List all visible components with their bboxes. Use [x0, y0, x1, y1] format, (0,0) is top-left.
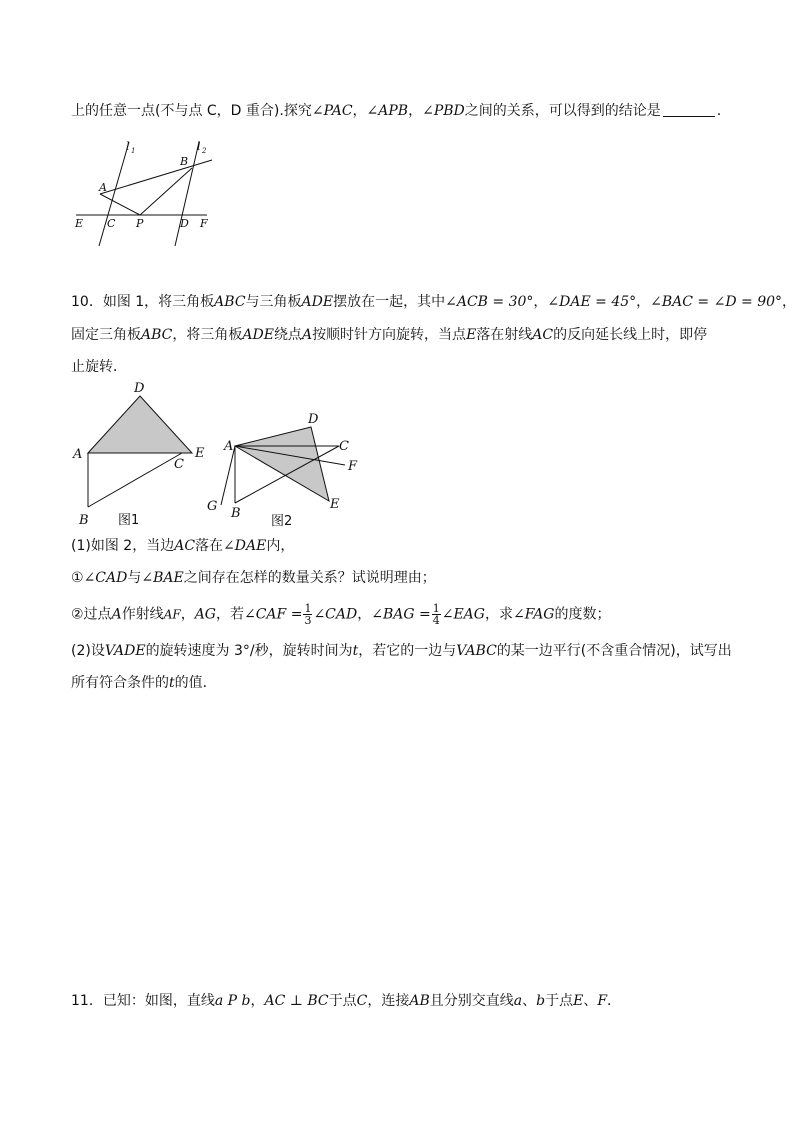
q10-part2-line1: (2)设VADE的旋转速度为 3°/秒，旋转时间为t，若它的一边与VABC的某一边平行(不含重合情况)，试写出: [71, 643, 732, 659]
fig1-label-B: B: [79, 513, 89, 528]
fig2-caption: 图2: [271, 514, 293, 529]
fig1-label-C: C: [174, 457, 184, 472]
q10-line-2: 固定三角板ABC，将三角板ADE绕点A按顺时针方向旋转，当点E落在射线AC的反向延长线上时，即停: [71, 327, 708, 343]
label-l2-sub: 2: [202, 147, 207, 155]
q10-figure-2: [200, 408, 370, 533]
fig2-label-D: D: [308, 412, 319, 427]
label-E: E: [75, 217, 84, 230]
q9-figure: [70, 138, 220, 248]
label-C: C: [107, 217, 116, 230]
fraction-one-fourth: $\frac{1}{4}$: [432, 602, 440, 627]
label-l1-sub: 1: [131, 147, 136, 155]
label-A: A: [99, 181, 107, 194]
q10-sub1: ①∠CAD与∠BAE之间存在怎样的数量关系？试说明理由；: [71, 570, 436, 586]
fig2-label-G: G: [207, 499, 218, 514]
fig2-label-F: F: [348, 459, 358, 474]
label-D: D: [180, 217, 189, 230]
label-l2: l: [197, 140, 201, 153]
q10-line-1: 10．如图 1，将三角板ABC与三角板ADE摆放在一起，其中∠ACB = 30°，∠DAE = 45°，∠BAC = ∠D = 90°，: [71, 294, 796, 310]
q10-part2-line2: 所有符合条件的t的值．: [71, 675, 217, 691]
q9-text-line: 上的任意一点(不与点 C，D 重合).探究∠PAC，∠APB，∠PBD之间的关系，可以得到的结论是 .: [71, 103, 722, 119]
fig2-label-C: C: [339, 439, 349, 454]
q10-sub2: ②过点A作射线AF，AG，若∠CAF = $\frac{1}{3}$ ∠CAD，∠BAG = $\frac{1}{4}$ ∠EAG，求∠FAG的度数；: [71, 602, 611, 627]
fig2-label-A: A: [224, 439, 234, 454]
fig2-label-B: B: [231, 506, 241, 521]
fig1-label-E: E: [195, 446, 205, 461]
q11-line: 11．已知：如图，直线a P b，AC ⊥ BC于点C，连接AB且分别交直线a、b于点E、F．: [71, 993, 622, 1009]
label-B: B: [180, 155, 189, 168]
q10-line-3: 止旋转．: [71, 359, 127, 375]
answer-blank[interactable]: [663, 102, 715, 117]
label-l1: l: [126, 140, 130, 153]
fig1-label-D: D: [134, 381, 145, 396]
fig1-caption: 图1: [118, 513, 140, 528]
fig2-label-E: E: [330, 497, 340, 512]
q10-part1: (1)如图 2，当边AC落在∠DAE内，: [71, 538, 295, 554]
label-P: P: [136, 217, 144, 230]
q10-figure-1: [70, 378, 210, 528]
fig1-label-A: A: [73, 447, 83, 462]
fraction-one-third: $\frac{1}{3}$: [304, 602, 312, 627]
label-F: F: [200, 217, 208, 230]
